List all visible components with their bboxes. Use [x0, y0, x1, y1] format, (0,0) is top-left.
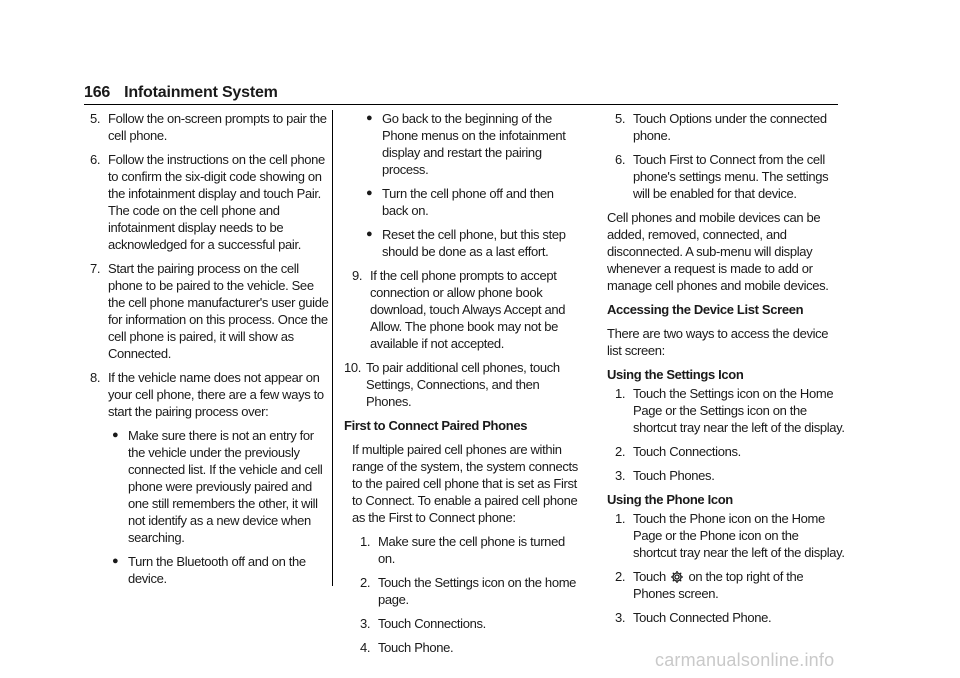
item-number: 3. — [360, 616, 371, 631]
list-item — [360, 574, 580, 608]
list-item — [90, 260, 330, 362]
item-text: Follow the instructions on the cell phone to confirm the six-digit code showing on the infotainment display and touch Pair. The code on the cell phone and infotainment display needs to be acknowledged for a successful pair. — [108, 152, 325, 252]
section-title: Infotainment System — [124, 84, 278, 101]
item-number: 3. — [615, 468, 626, 483]
item-text: If the vehicle name does not appear on your cell phone, there are a few ways to start the pairing process over: — [108, 370, 324, 419]
bullet-item — [362, 226, 580, 260]
bullet-item — [108, 553, 330, 587]
bullet-item — [362, 110, 580, 178]
bullet-item — [108, 427, 330, 546]
section-heading: Using the Phone Icon — [607, 492, 733, 507]
item-number: 1. — [615, 386, 626, 401]
item-text: Touch — [633, 569, 666, 584]
item-number: 6. — [615, 152, 626, 167]
bullet-icon: ● — [366, 228, 373, 240]
list-item — [90, 151, 330, 253]
bullet-text: Turn the cell phone off and then back on. — [382, 186, 554, 218]
item-text: Touch the Settings icon on the Home Page or the Settings icon on the shortcut tray near the left of the display. — [633, 386, 845, 435]
item-number: 5. — [90, 111, 101, 126]
item-text: Start the pairing process on the cell phone to be paired to the vehicle. See the cell phone manufacturer's user guide for information on this process. Once the cell phone is paired, it will show as Connected. — [108, 261, 329, 361]
item-number: 2. — [615, 569, 626, 584]
item-number: 1. — [615, 511, 626, 526]
item-number: 9. — [352, 268, 363, 283]
section-heading: Accessing the Device List Screen — [607, 302, 804, 317]
item-text: Touch the Phone icon on the Home Page or the Phone icon on the shortcut tray near the left of the display. — [633, 511, 845, 560]
item-text: Touch Connections. — [633, 444, 741, 459]
item-number: 2. — [360, 575, 371, 590]
bullet-text: Reset the cell phone, but this step should be done as a last effort. — [382, 227, 566, 259]
item-text: Make sure the cell phone is turned on. — [378, 534, 565, 566]
item-number: 2. — [615, 444, 626, 459]
page-number: 166 — [84, 84, 111, 101]
item-text: Touch Connected Phone. — [633, 610, 772, 625]
paragraph: There are two ways to access the device list screen: — [607, 326, 829, 358]
page-header — [84, 84, 278, 102]
item-text: Touch First to Connect from the cell phone's settings menu. The settings will be enabled for that device. — [633, 152, 829, 201]
bullet-icon: ● — [112, 429, 119, 441]
bullet-text: Make sure there is not an entry for the vehicle under the previously connected list. If the vehicle and cell phone were previously paired and one still remembers the other, it will not identify as a new device when searching. — [128, 428, 323, 545]
section-heading: Using the Settings Icon — [607, 367, 744, 382]
column-2 — [344, 110, 580, 663]
bullet-text: Turn the Bluetooth off and on the device. — [128, 554, 306, 586]
list-item — [360, 533, 580, 567]
list-item — [360, 639, 580, 656]
paragraph: Cell phones and mobile devices can be added, removed, connected, and disconnected. A sub-menu will display whenever a request is made to add or manage cell phones and mobile devices. — [607, 210, 829, 293]
item-text: To pair additional cell phones, touch Settings, Connections, and then Phones. — [366, 360, 560, 409]
list-item — [344, 359, 580, 410]
bullet-icon: ● — [112, 555, 119, 567]
column-divider — [332, 110, 333, 586]
item-text: Touch Options under the connected phone. — [633, 111, 827, 143]
bullet-icon: ● — [366, 112, 373, 124]
list-item — [615, 110, 845, 144]
item-number: 6. — [90, 152, 101, 167]
settings-gear-icon — [670, 570, 684, 584]
item-number: 1. — [360, 534, 371, 549]
item-number: 5. — [615, 111, 626, 126]
bullet-icon: ● — [366, 187, 373, 199]
item-text: If the cell phone prompts to accept connection or allow phone book download, touch Always Accept and Allow. The phone book may not be available if not accepted. — [370, 268, 566, 351]
item-text: Touch Phone. — [378, 640, 454, 655]
item-number: 3. — [615, 610, 626, 625]
item-number: 8. — [90, 370, 101, 385]
paragraph: If multiple paired cell phones are within range of the system, the system connects to the paired cell phone that is set as First to Connect. To enable a paired cell phone as the First to Connect phone: — [352, 442, 578, 525]
list-item — [352, 267, 580, 352]
list-item — [360, 615, 580, 632]
list-item — [615, 510, 845, 561]
item-text: on the top right of the Phones screen. — [633, 569, 804, 601]
item-text: Touch the Settings icon on the home page. — [378, 575, 577, 607]
item-text: Touch Connections. — [378, 616, 486, 631]
list-item — [90, 110, 330, 144]
list-item — [615, 151, 845, 202]
item-number: 4. — [360, 640, 371, 655]
column-1 — [90, 110, 330, 594]
list-item — [615, 609, 845, 626]
header-rule — [84, 104, 838, 105]
watermark: carmanualsonline.info — [655, 650, 835, 670]
item-text: Follow the on-screen prompts to pair the cell phone. — [108, 111, 327, 143]
item-number: 10. — [344, 360, 362, 375]
list-item — [615, 467, 845, 484]
column-3 — [607, 110, 845, 633]
bullet-text: Go back to the beginning of the Phone menus on the infotainment display and restart the pairing process. — [382, 111, 566, 177]
bullet-item — [362, 185, 580, 219]
list-item — [615, 443, 845, 460]
list-item — [90, 369, 330, 420]
section-heading: First to Connect Paired Phones — [344, 418, 528, 433]
list-item — [615, 385, 845, 436]
item-text: Touch Phones. — [633, 468, 715, 483]
list-item — [615, 568, 845, 602]
item-number: 7. — [90, 261, 101, 276]
